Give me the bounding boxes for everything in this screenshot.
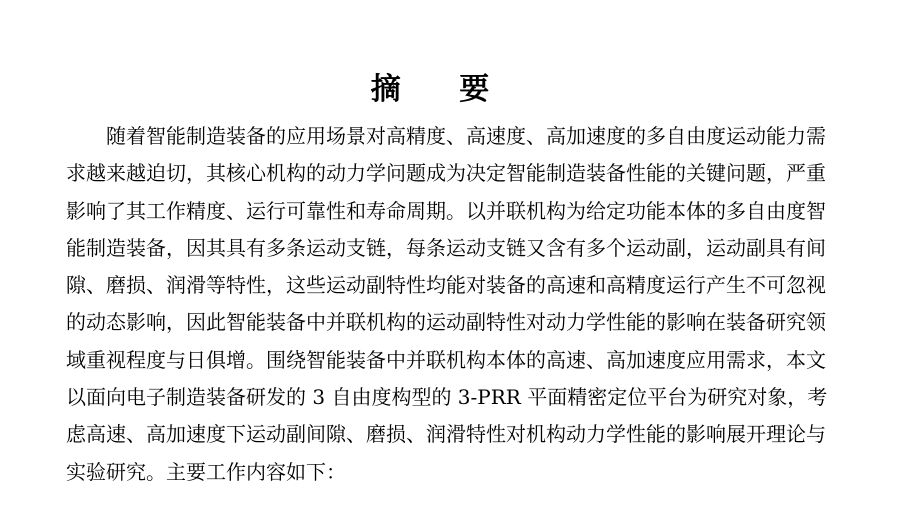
paragraph-line: 的动态影响，因此智能装备中并联机构的运动副特性对动力学性能的影响在装备研究领 [66,310,826,335]
abstract-title: 摘 要 [370,72,514,107]
paragraph-line-last: 实验研究。主要工作内容如下： [66,459,346,484]
paragraph-line: 虑高速、高加速度下运动副间隙、磨损、润滑特性对机构动力学性能的影响展开理论与 [66,422,826,447]
paragraph-line: 隙、磨损、润滑等特性，这些运动副特性均能对装备的高速和高精度运行产生不可忽视 [66,273,826,298]
paragraph-line: 求越来越迫切，其核心机构的动力学问题成为决定智能制造装备性能的关键问题，严重 [66,161,826,186]
paragraph-line: 能制造装备，因其具有多条运动支链，每条运动支链又含有多个运动副，运动副具有间 [66,235,826,260]
paragraph-line: 以面向电子制造装备研发的 3 自由度构型的 3-PRR 平面精密定位平台为研究对象，考 [66,385,828,410]
paragraph-line: 随着智能制造装备的应用场景对高精度、高速度、高加速度的多自由度运动能力需 [106,124,826,148]
paragraph-line: 影响了其工作精度、运行可靠性和寿命周期。以并联机构为给定功能本体的多自由度智 [66,198,826,223]
paragraph-line: 域重视程度与日俱增。围绕智能装备中并联机构本体的高速、高加速度应用需求，本文 [66,347,826,372]
abstract-body [66,118,828,491]
